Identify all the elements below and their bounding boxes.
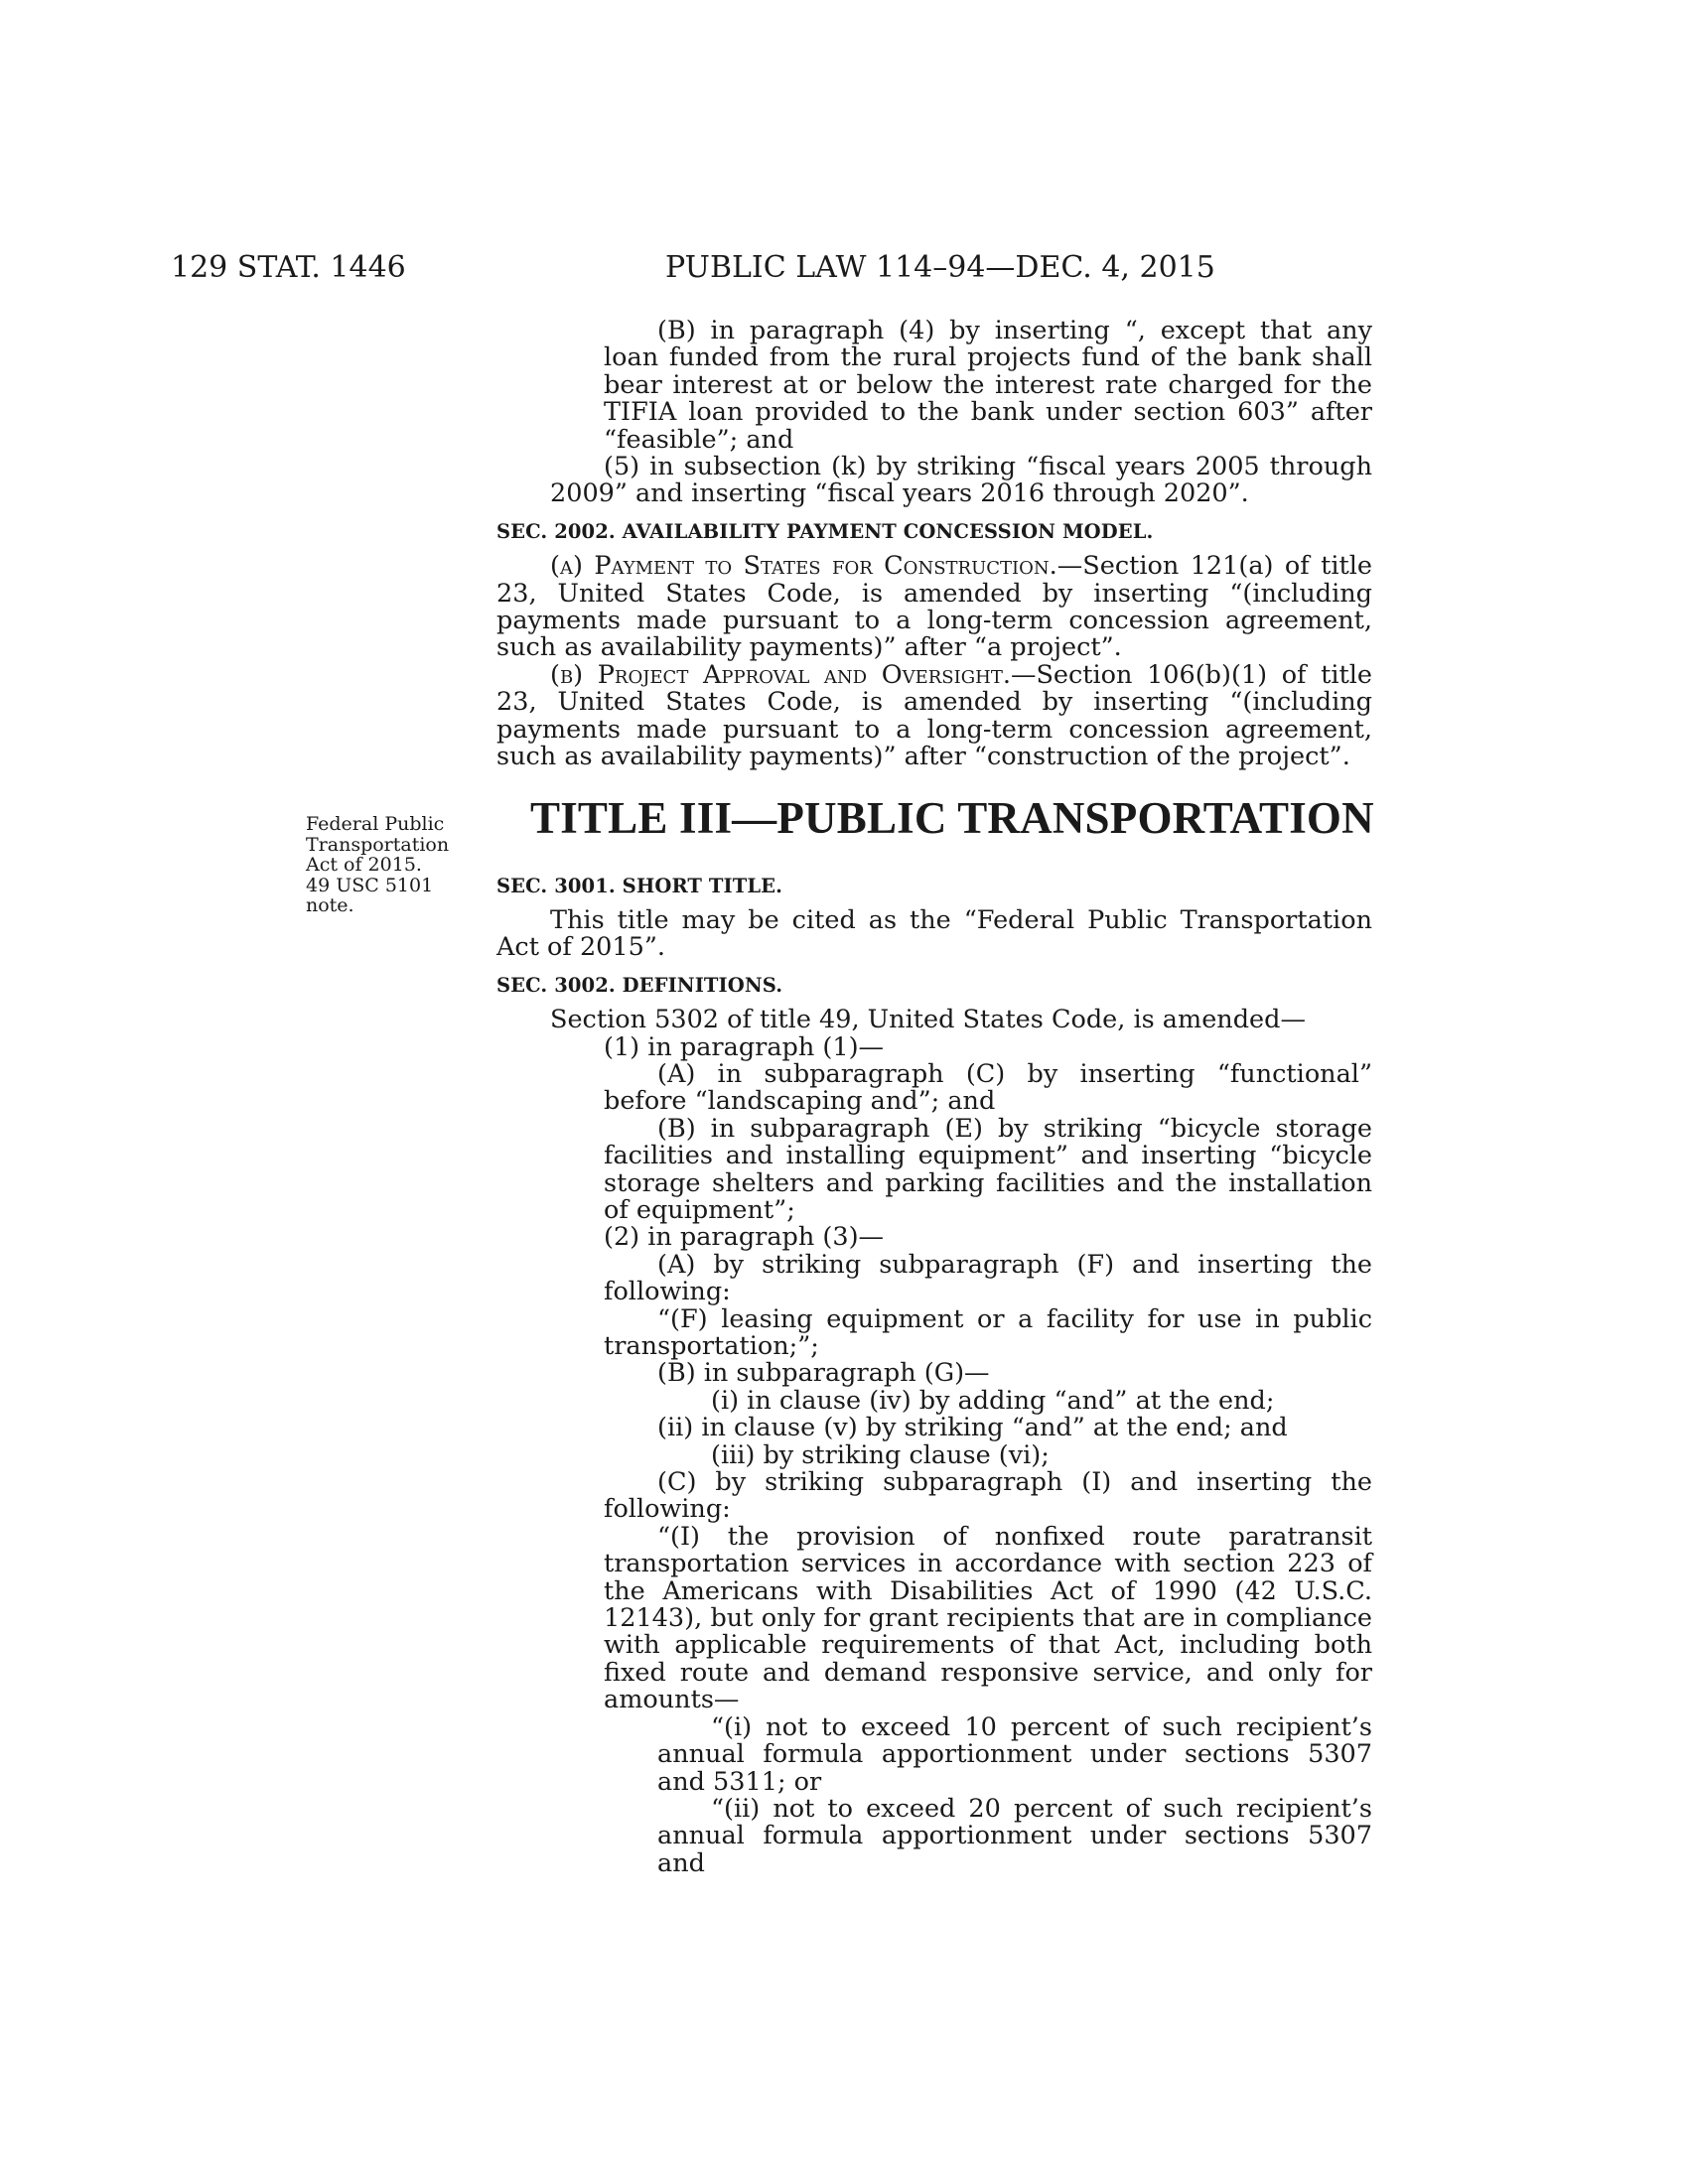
- paragraph: “(ii) not to exceed 20 percent of such recipient’s annual formula apportionment under sections 5307 and: [657, 1793, 1372, 1878]
- running-header: PUBLIC LAW 114–94—DEC. 4, 2015: [665, 250, 1215, 285]
- subsection-label: (b) Project Approval and Oversight.: [550, 659, 1011, 690]
- paragraph: (1) in paragraph (1)—: [604, 1031, 885, 1062]
- section-heading: SEC. 2002. AVAILABILITY PAYMENT CONCESSION MODEL.: [496, 519, 1154, 543]
- paragraph: (2) in paragraph (3)—: [604, 1222, 885, 1253]
- paragraph: (A) by striking subparagraph (F) and inserting the following:: [604, 1249, 1372, 1307]
- section-heading: SEC. 3001. SHORT TITLE.: [496, 874, 783, 897]
- margin-note-line: Federal Public: [306, 813, 445, 835]
- paragraph: (ii) in clause (v) by striking “and” at the end; and: [657, 1413, 1288, 1443]
- subsection-text: —Section 121(a) of title 23, United States Code, is amended by inserting “(including payments made pursuant to a long-term concession agreement, such as availability payments)” after “a project”.: [496, 551, 1373, 663]
- section-heading: SEC. 3002. DEFINITIONS.: [496, 973, 783, 997]
- margin-note-line: Act of 2015.: [306, 854, 422, 876]
- margin-note-line: Transportation: [306, 833, 450, 856]
- paragraph: [496, 659, 1372, 772]
- page-citation: 129 STAT. 1446: [171, 250, 406, 285]
- margin-note-line: note.: [306, 894, 354, 916]
- paragraph: (C) by striking subparagraph (I) and inserting the following:: [604, 1467, 1372, 1525]
- paragraph: (A) in subparagraph (C) by inserting “functional” before “landscaping and”; and: [604, 1058, 1372, 1117]
- paragraph: (i) in clause (iv) by adding “and” at the end;: [711, 1385, 1275, 1416]
- paragraph: Section 5302 of title 49, United States Code, is amended—: [550, 1005, 1306, 1035]
- paragraph: (B) in subparagraph (G)—: [657, 1358, 990, 1389]
- paragraph: (B) in subparagraph (E) by striking “bicycle storage facilities and installing equipment” and inserting “bicycle storage shelters and parking facilities and the installation of equipment”;: [604, 1113, 1372, 1225]
- subsection-text: —Section 106(b)(1) of title 23, United States Code, is amended by inserting “(including payments made pursuant to a long-term concession agreement, such as availability payments)” after “construction of the project”.: [496, 659, 1372, 772]
- margin-note-line: 49 USC 5101: [306, 874, 434, 896]
- paragraph: “(i) not to exceed 10 percent of such recipient’s annual formula apportionment under sections 5307 and 5311; or: [657, 1711, 1372, 1797]
- paragraph: (5) in subsection (k) by striking “fiscal years 2005 through 2009” and inserting “fiscal years 2016 through 2020”.: [550, 452, 1372, 509]
- paragraph: This title may be cited as the “Federal Public Transportation Act of 2015”.: [496, 904, 1372, 963]
- title-heading: TITLE III—PUBLIC TRANSPORTATION: [530, 793, 1374, 843]
- paragraph: (iii) by striking clause (vi);: [711, 1439, 1050, 1470]
- paragraph: [496, 553, 1372, 662]
- paragraph: “(I) the provision of nonfixed route paratransit transportation services in accordance with section 223 of the Americans with Disabilities Act of 1990 (42 U.S.C. 12143), but only for grant recipients that are in compliance with applicable requirements of that Act, including both fixed route and demand responsive service, and only for amounts—: [604, 1521, 1372, 1715]
- subsection-label: (a) Payment to States for Construction.: [550, 551, 1057, 582]
- margin-note: [306, 814, 475, 916]
- paragraph: (B) in paragraph (4) by inserting “, except that any loan funded from the rural projects fund of the bank shall bear interest at or below the interest rate charged for the TIFIA loan provided to the bank under section 603” after “feasible”; and: [604, 316, 1372, 455]
- paragraph: “(F) leasing equipment or a facility for use in public transportation;”;: [604, 1303, 1372, 1361]
- document-body: [496, 318, 1372, 1877]
